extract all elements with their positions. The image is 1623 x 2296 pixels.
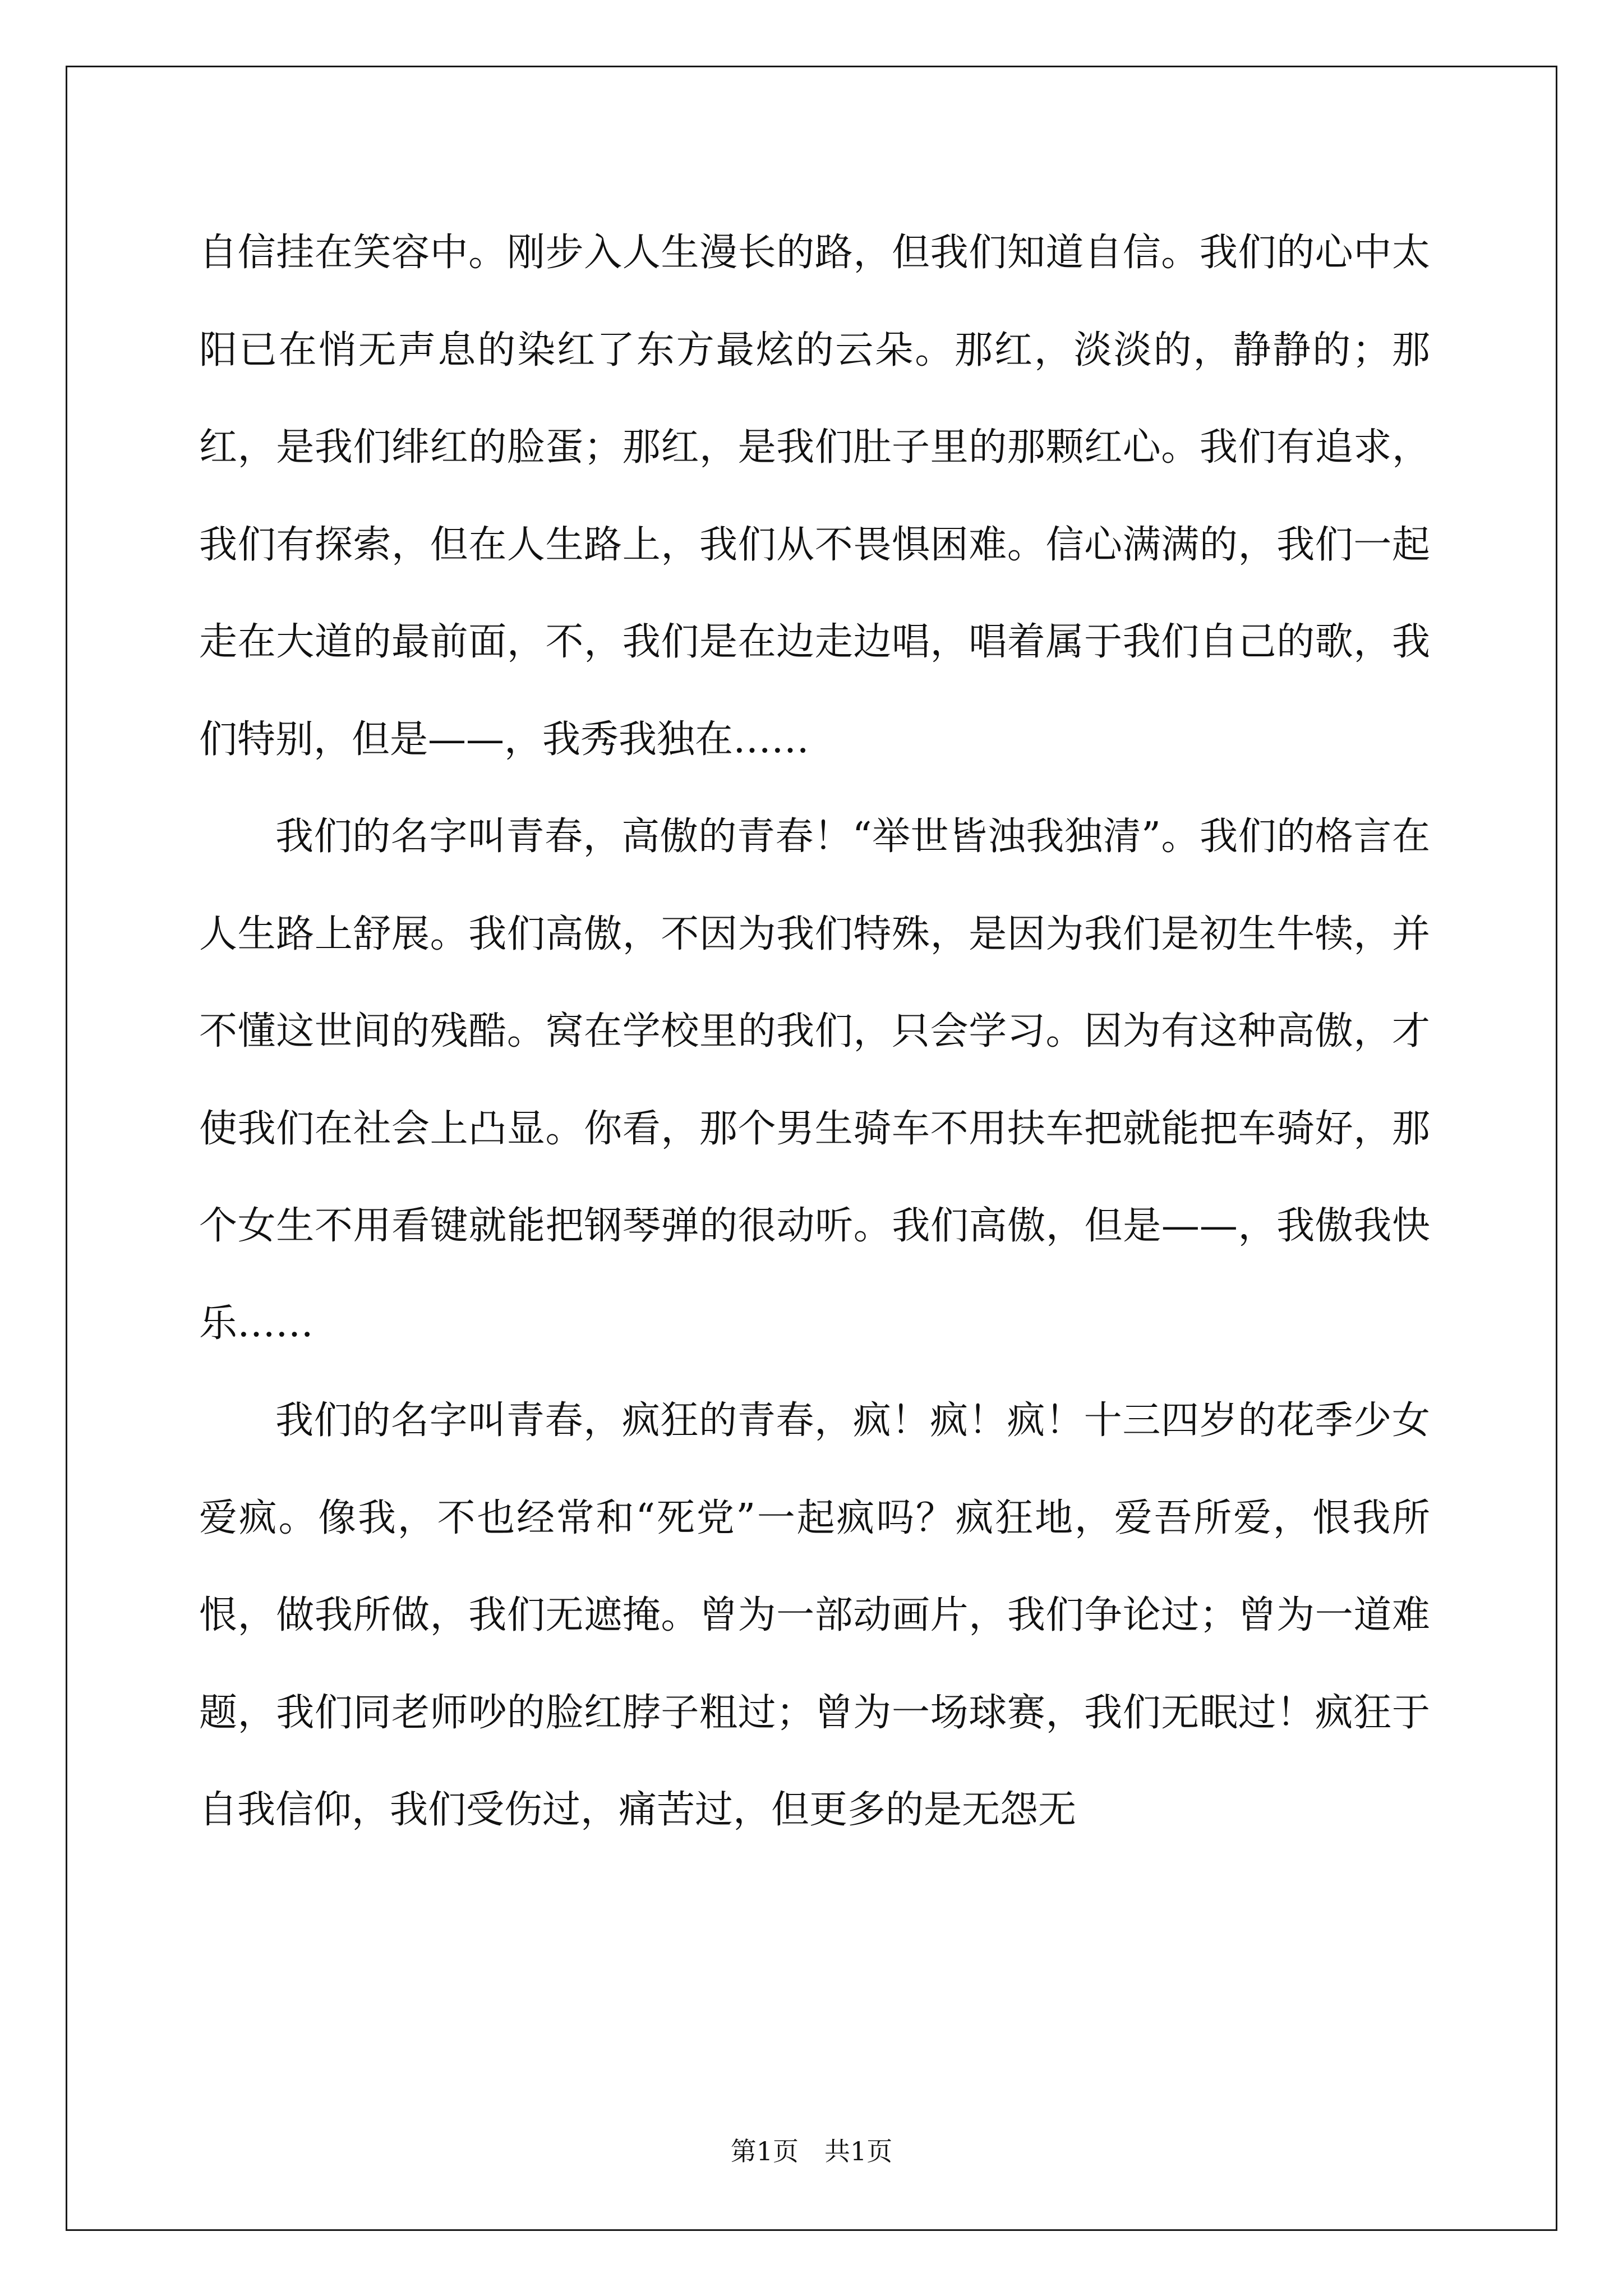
document-body (199, 204, 1430, 1859)
paragraph-1: 自信挂在笑容中。刚步入人生漫长的路，但我们知道自信。我们的心中太阳已在悄无声息的染红了东方最炫的云朵。那红，淡淡的，静静的；那红，是我们绯红的脸蛋；那红，是我们肚子里的那颗红心。我们有追求，我们有探索，但在人生路上，我们从不畏惧困难。信心满满的，我们一起走在大道的最前面，不，我们是在边走边唱，唱着属于我们自己的歌，我们特别，但是——，我秀我独在…… (199, 231, 1430, 762)
page-footer (0, 2134, 1623, 2168)
paragraph-3: 我们的名字叫青春，疯狂的青春，疯！疯！疯！十三四岁的花季少女爱疯。像我，不也经常和“死党”一起疯吗？疯狂地，爱吾所爱，恨我所恨，做我所做，我们无遮掩。曾为一部动画片，我们争论过；曾为一道难题，我们同老师吵的脸红脖子粗过；曾为一场球赛，我们无眠过！疯狂于自我信仰，我们受伤过，痛苦过，但更多的是无怨无 (199, 1398, 1430, 1832)
paragraph-2: 我们的名字叫青春，高傲的青春！“举世皆浊我独清”。我们的格言在人生路上舒展。我们高傲，不因为我们特殊，是因为我们是初生牛犊，并不懂这世间的残酷。窝在学校里的我们，只会学习。因为有这种高傲，才使我们在社会上凸显。你看，那个男生骑车不用扶车把就能把车骑好，那个女生不用看键就能把钢琴弹的很动听。我们高傲，但是——，我傲我快乐…… (199, 815, 1430, 1346)
page-number: 第1页 (730, 2136, 799, 2166)
page-total: 共1页 (824, 2136, 893, 2166)
